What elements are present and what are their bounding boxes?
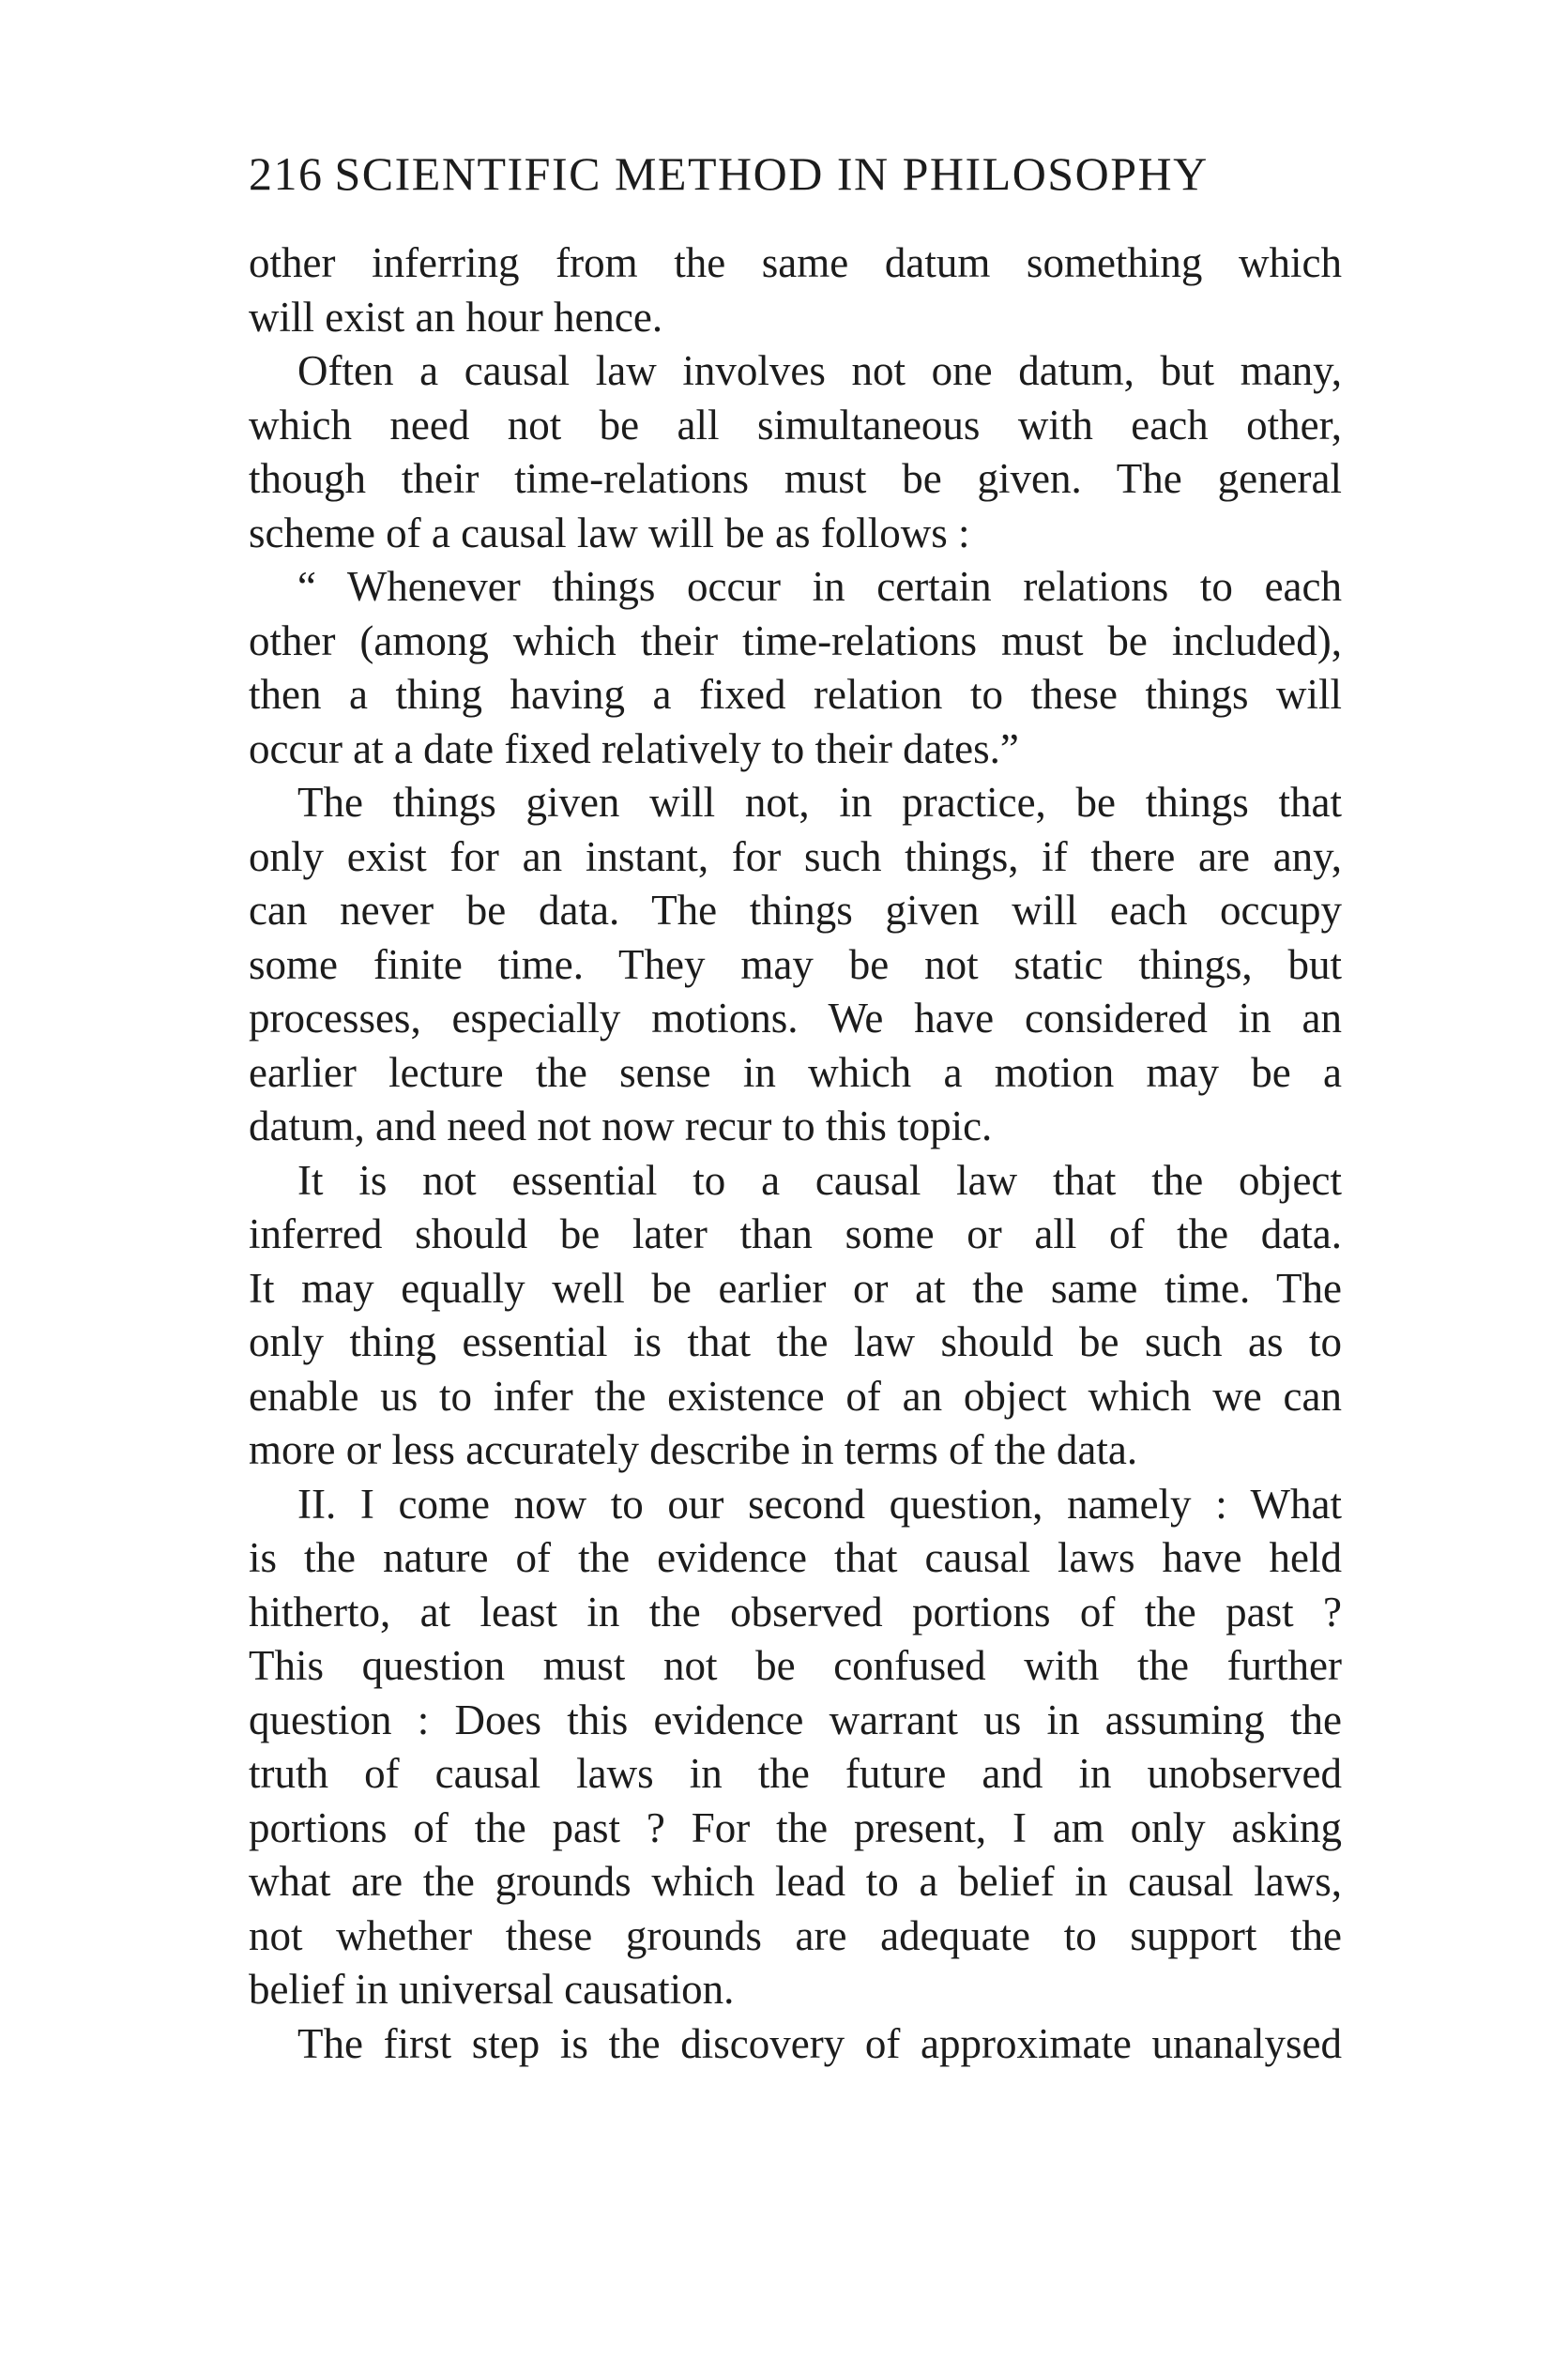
text-line: The things given will not, in practice, be things that [297, 779, 1342, 826]
text-line: what are the grounds which lead to a belief in causal laws, [249, 1858, 1342, 1905]
paragraph [249, 1154, 1342, 1478]
text-line: question : Does this evidence warrant us in assuming the [249, 1696, 1342, 1743]
paragraph [249, 236, 1342, 344]
running-header [249, 141, 1342, 206]
text-line: not whether these grounds are adequate to support the [249, 1911, 1342, 1959]
text-line: datum, and need not now recur to this topic. [249, 1103, 993, 1149]
text-line: This question must not be confused with the further [249, 1642, 1342, 1689]
running-title: SCIENTIFIC METHOD IN PHILOSOPHY [334, 147, 1209, 200]
text-line: scheme of a causal law will be as follows : [249, 509, 970, 556]
text-line: other (among which their time-relations must be included), [249, 616, 1342, 664]
text-line: can never be data. The things given will each occupy [249, 887, 1342, 934]
paragraph [249, 1478, 1342, 2017]
text-line: though their time-relations must be given. The general [249, 455, 1342, 502]
text-line: Often a causal law involves not one datum, but many, [297, 347, 1342, 394]
text-line: earlier lecture the sense in which a motion may be a [249, 1048, 1342, 1096]
text-line: will exist an hour hence. [249, 293, 663, 341]
text-line: only thing essential is that the law should be such as to [249, 1318, 1342, 1365]
text-line: It may equally well be earlier or at the same time. The [249, 1264, 1342, 1312]
page-number: 216 [249, 147, 324, 200]
text-line: only exist for an instant, for such things, if there are any, [249, 832, 1342, 880]
body-text [249, 236, 1342, 2071]
text-line: which need not be all simultaneous with each other, [249, 401, 1342, 449]
text-line: truth of causal laws in the future and in unobserved [249, 1750, 1342, 1797]
text-line: is the nature of the evidence that causal laws have held [249, 1534, 1342, 1581]
text-line: portions of the past ? For the present, I am only asking [249, 1803, 1342, 1851]
text-line: other inferring from the same datum something which [249, 239, 1342, 286]
text-line: II. I come now to our second question, namely : What [297, 1480, 1342, 1528]
text-line: hitherto, at least in the observed portions of the past ? [249, 1588, 1342, 1635]
text-line: enable us to infer the existence of an object which we can [249, 1372, 1342, 1420]
text-line: occur at a date fixed relatively to their dates.” [249, 724, 1019, 772]
text-line: processes, especially motions. We have considered in an [249, 995, 1342, 1042]
text-line: The first step is the discovery of approximate unanalysed [297, 2019, 1342, 2067]
text-line: belief in universal causation. [249, 1966, 735, 2013]
paragraph [249, 2017, 1342, 2072]
text-line: more or less accurately describe in terms of the data. [249, 1426, 1138, 1473]
text-line: It is not essential to a causal law that the object [297, 1156, 1342, 1204]
paragraph [249, 344, 1342, 560]
text-line: then a thing having a fixed relation to these things will [249, 671, 1342, 718]
text-line: inferred should be later than some or all of the data. [249, 1210, 1342, 1257]
paragraph [249, 560, 1342, 776]
text-line: “ Whenever things occur in certain relations to each [297, 563, 1342, 610]
paragraph [249, 776, 1342, 1154]
text-line: some finite time. They may be not static things, but [249, 940, 1342, 988]
